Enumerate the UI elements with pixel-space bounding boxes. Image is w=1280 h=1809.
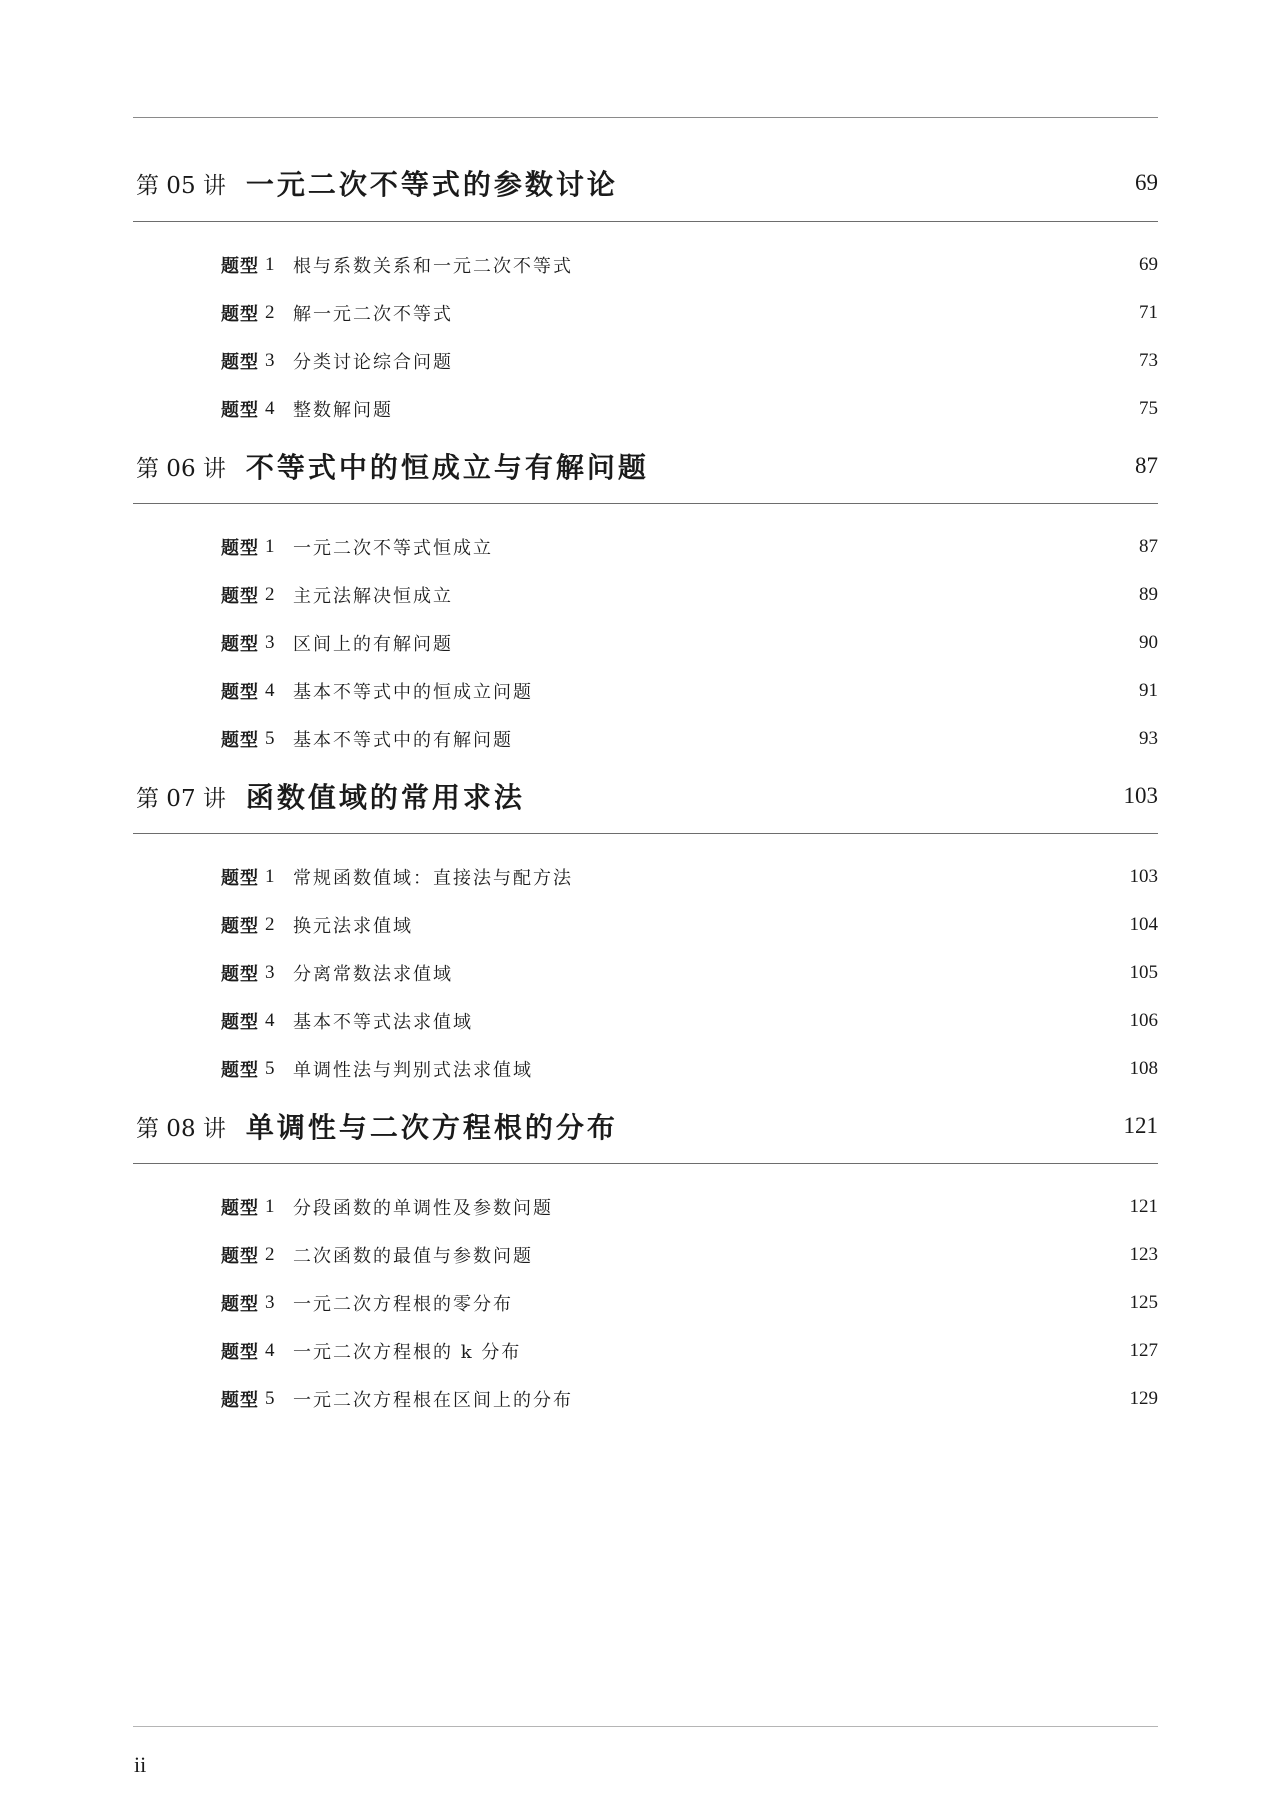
chapter-title: 不等式中的恒成立与有解问题	[245, 451, 649, 484]
toc-item[interactable]	[221, 533, 1158, 561]
toc-item[interactable]	[221, 347, 1158, 375]
item-page-number: 103	[1129, 866, 1158, 887]
item-title: 二次函数的最值与参数问题	[293, 1246, 533, 1267]
item-page-number: 108	[1129, 1058, 1158, 1079]
item-type-label: 题型	[221, 586, 259, 607]
item-number: 3	[265, 350, 275, 371]
toc-item[interactable]	[221, 1337, 1158, 1365]
chapter-heading[interactable]	[136, 776, 1158, 816]
toc-item[interactable]	[221, 863, 1158, 891]
item-type-label: 题型	[221, 352, 259, 373]
item-page-number: 90	[1139, 632, 1158, 653]
item-title: 单调性法与判别式法求值域	[293, 1060, 533, 1081]
item-page-number: 121	[1129, 1196, 1158, 1217]
toc-item[interactable]	[221, 299, 1158, 327]
item-number: 4	[265, 1340, 275, 1361]
page-folio: ii	[134, 1752, 147, 1777]
item-number: 3	[265, 632, 275, 653]
item-title: 基本不等式中的有解问题	[293, 730, 513, 751]
item-page-number: 71	[1139, 302, 1158, 323]
item-page-number: 73	[1139, 350, 1158, 371]
item-type-label: 题型	[221, 1246, 259, 1267]
item-number: 2	[265, 302, 275, 323]
toc-item[interactable]	[221, 581, 1158, 609]
item-number: 2	[265, 584, 275, 605]
toc-item[interactable]	[221, 677, 1158, 705]
chapter-number: 第 05 讲	[136, 172, 226, 199]
toc-item[interactable]	[221, 959, 1158, 987]
item-title: 换元法求值域	[293, 916, 413, 937]
item-title: 区间上的有解问题	[293, 634, 453, 655]
item-type-label: 题型	[221, 1390, 259, 1411]
item-title: 分离常数法求值域	[293, 964, 453, 985]
item-type-label: 题型	[221, 634, 259, 655]
item-type-label: 题型	[221, 304, 259, 325]
chapter-page-number: 69	[1135, 170, 1158, 195]
item-title: 根与系数关系和一元二次不等式	[293, 256, 573, 277]
item-type-label: 题型	[221, 1012, 259, 1033]
toc-item[interactable]	[221, 251, 1158, 279]
chapter-rule	[133, 221, 1158, 222]
item-number: 5	[265, 728, 275, 749]
item-type-label: 题型	[221, 964, 259, 985]
item-type-label: 题型	[221, 730, 259, 751]
toc-item[interactable]	[221, 725, 1158, 753]
item-page-number: 87	[1139, 536, 1158, 557]
toc-item[interactable]	[221, 1193, 1158, 1221]
item-page-number: 91	[1139, 680, 1158, 701]
toc-item[interactable]	[221, 1007, 1158, 1035]
chapter-number: 第 08 讲	[136, 1115, 226, 1142]
item-page-number: 129	[1129, 1388, 1158, 1409]
item-title: 一元二次方程根的零分布	[293, 1294, 513, 1315]
chapter-page-number: 87	[1135, 453, 1158, 478]
item-number: 1	[265, 536, 275, 557]
item-number: 4	[265, 680, 275, 701]
chapter-number: 第 07 讲	[136, 785, 226, 812]
item-type-label: 题型	[221, 682, 259, 703]
item-title: 主元法解决恒成立	[293, 586, 453, 607]
item-number: 4	[265, 398, 275, 419]
item-type-label: 题型	[221, 256, 259, 277]
chapter-number: 第 06 讲	[136, 455, 226, 482]
item-title: 常规函数值域：直接法与配方法	[293, 868, 573, 889]
item-type-label: 题型	[221, 400, 259, 421]
item-title: 整数解问题	[293, 400, 393, 421]
chapter-title: 一元二次不等式的参数讨论	[245, 168, 618, 201]
item-title: 分段函数的单调性及参数问题	[293, 1198, 553, 1219]
item-page-number: 75	[1139, 398, 1158, 419]
item-title: 基本不等式法求值域	[293, 1012, 473, 1033]
toc-item[interactable]	[221, 629, 1158, 657]
chapter-page-number: 103	[1123, 783, 1158, 808]
item-number: 3	[265, 1292, 275, 1313]
item-page-number: 105	[1129, 962, 1158, 983]
item-number: 1	[265, 254, 275, 275]
item-page-number: 123	[1129, 1244, 1158, 1265]
item-title: 解一元二次不等式	[293, 304, 453, 325]
item-number: 5	[265, 1388, 275, 1409]
chapter-rule	[133, 833, 1158, 834]
item-page-number: 93	[1139, 728, 1158, 749]
chapter-page-number: 121	[1123, 1113, 1158, 1138]
item-number: 2	[265, 1244, 275, 1265]
item-number: 4	[265, 1010, 275, 1031]
item-number: 3	[265, 962, 275, 983]
chapter-heading[interactable]	[136, 163, 1158, 203]
chapter-title: 单调性与二次方程根的分布	[245, 1111, 618, 1144]
item-type-label: 题型	[221, 1342, 259, 1363]
item-page-number: 106	[1129, 1010, 1158, 1031]
toc-item[interactable]	[221, 1241, 1158, 1269]
chapter-title: 函数值域的常用求法	[245, 781, 525, 814]
item-title: 分类讨论综合问题	[293, 352, 453, 373]
chapter-heading[interactable]	[136, 1106, 1158, 1146]
item-title: 一元二次方程根的 k 分布	[293, 1342, 522, 1363]
item-number: 2	[265, 914, 275, 935]
item-page-number: 125	[1129, 1292, 1158, 1313]
chapter-rule	[133, 503, 1158, 504]
item-title: 一元二次不等式恒成立	[293, 538, 493, 559]
item-page-number: 104	[1129, 914, 1158, 935]
toc-item[interactable]	[221, 1289, 1158, 1317]
item-number: 5	[265, 1058, 275, 1079]
item-title: 基本不等式中的恒成立问题	[293, 682, 533, 703]
item-page-number: 89	[1139, 584, 1158, 605]
item-type-label: 题型	[221, 1198, 259, 1219]
item-type-label: 题型	[221, 1060, 259, 1081]
footer-rule	[133, 1726, 1158, 1727]
toc-item[interactable]	[221, 1055, 1158, 1083]
item-title: 一元二次方程根在区间上的分布	[293, 1390, 573, 1411]
toc-item[interactable]	[221, 395, 1158, 423]
chapter-heading[interactable]	[136, 446, 1158, 486]
item-type-label: 题型	[221, 538, 259, 559]
item-page-number: 127	[1129, 1340, 1158, 1361]
item-type-label: 题型	[221, 1294, 259, 1315]
item-type-label: 题型	[221, 868, 259, 889]
item-number: 1	[265, 1196, 275, 1217]
chapter-rule	[133, 1163, 1158, 1164]
item-number: 1	[265, 866, 275, 887]
toc-item[interactable]	[221, 911, 1158, 939]
item-type-label: 题型	[221, 916, 259, 937]
item-page-number: 69	[1139, 254, 1158, 275]
toc-item[interactable]	[221, 1385, 1158, 1413]
